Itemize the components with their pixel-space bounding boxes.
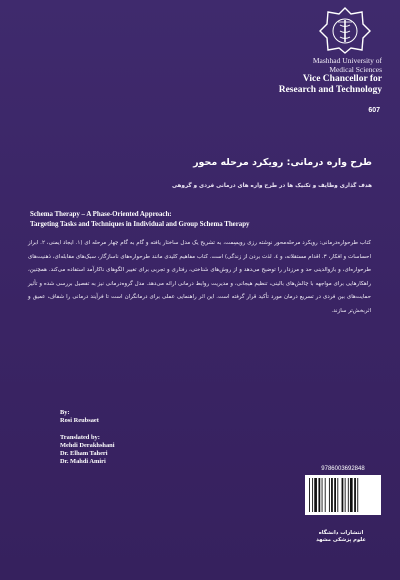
translated-by-label: Translated by:: [60, 433, 100, 441]
translator-name: Dr. Elham Taheri: [60, 450, 108, 458]
english-title-line2: Targeting Tasks and Techniques in Individual and Group Schema Therapy: [30, 221, 250, 228]
english-title-line1: Schema Therapy – A Phase-Oriented Approach:: [30, 211, 172, 218]
barcode-icon: [305, 475, 381, 515]
persian-summary: کتاب طرحواره‌درمانی: رویکرد مرحله‌محور نوشته رزی رویسِمت، به تشریح یک مدل ساختار یافته و گام به گام چهار مرحله ای (۱. ایجاد ایمنی، ۲. ابراز احساسات و افکار، ۳. اقدام مستقلانه، و ٤. لذت بردن از زندگی) است. کتاب مفاهیم کلیدی مانند طرحواره‌های ناسازگار، سبک‌های مقابله‌ای، ذهنیت‌های طرحواره‌ای، و بازوالدینی حد و مرزدار را توضیح می‌دهد و از روش‌های شناختی، رفتاری و تجربی برای تغییر الگوهای ناکارآمد استفاده می‌کند. همچنین، راهکارهایی برای مواجهه با چالش‌های بالینی، تنظیم هیجانی، و مدیریت روابط درمانی ارائه می‌دهد. مدل گروه‌درمانی نیز به تفصیل بررسی شده و تأثیر حمایت‌های بین فردی در تسریع درمان مورد تأکید قرار گرفته است. این اثر راهنمایی عملی برای درمانگران است تا فرآیند درمانی را شفاف، عمیق و اثربخش‌تر سازند.: [28, 240, 371, 314]
university-seal-icon: [318, 6, 372, 54]
publisher-line1: انتشارات دانشگاه: [318, 530, 364, 536]
isbn-block: [302, 466, 384, 528]
author-name: Rosi Reubsaet: [60, 417, 99, 425]
office-name-line2: Research and Technology: [278, 85, 382, 95]
by-label: By:: [60, 409, 70, 416]
university-name-line1: Mashhad University of: [312, 56, 382, 65]
publisher-line2: علوم پزشکی مشهد: [316, 537, 366, 543]
english-title: [30, 210, 375, 230]
credits-block: [60, 409, 220, 467]
translator-name: Dr. Mahdi Amiri: [60, 458, 106, 466]
isbn-number: 9786003692848: [321, 466, 365, 472]
translator-name: Mehdi Derakhshani: [60, 441, 115, 449]
university-name-line2: Medical Sciences: [329, 65, 382, 74]
series-number: 607: [368, 107, 380, 114]
persian-subtitle: هدف گذاری وظایف و تکنیک ها در طرح واره های درمانی فردی و گروهی: [171, 183, 372, 189]
publisher-name: [300, 530, 382, 544]
office-name-line1: Vice Chancellor for: [302, 74, 382, 84]
persian-title: طرح واره درمانی: رویکرد مرحله محور: [193, 157, 372, 168]
university-name-block: [242, 56, 382, 96]
